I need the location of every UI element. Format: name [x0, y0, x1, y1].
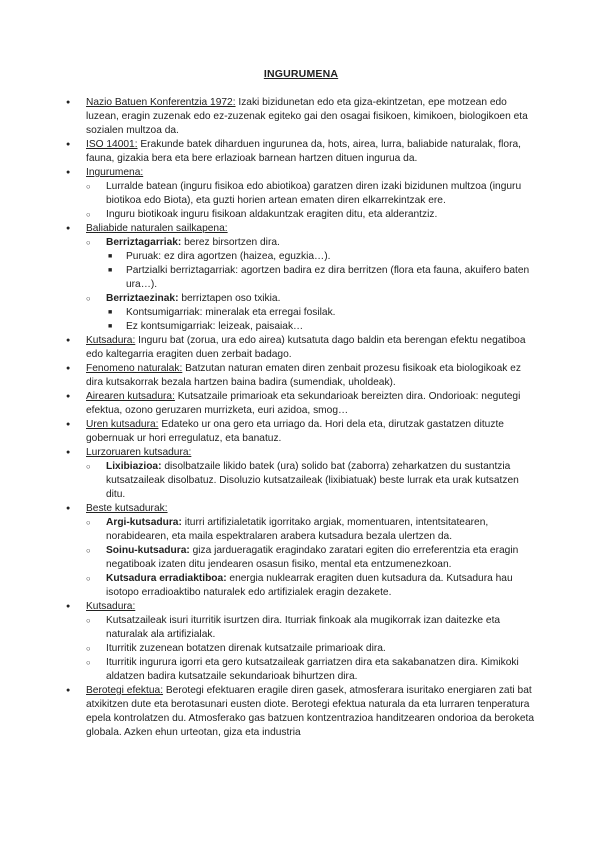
list-item-berotegi-efektua — [66, 684, 536, 740]
sub-sub-list — [106, 250, 536, 292]
sub-term: Soinu-kutsadura: — [106, 545, 190, 556]
sub-list — [86, 180, 536, 222]
definition: Berotegi efektuaren eragile diren gasek, atmosferara isuritako energiaren zati bat atxikitzen dute eta berotasunari eusten diote. Berotegi efektua naturala da eta lurraren tenperatura epela kontrolatzen du. Atmosferako gas batzuen kontzentrazioa handitzearen ondorioa da beroketa globala. Azken ehun urteotan, giza eta industria — [86, 685, 534, 738]
sub-sub-item: ■ Puruak: ez dira agortzen (haizea, eguzkia…). — [106, 250, 536, 264]
sub-list — [86, 614, 536, 684]
sub-item: ○ Iturritik zuzenean botatzen direnak kutsatzaile primarioak dira. — [86, 642, 536, 656]
sub-definition: giza jardueragatik eragindako zaratari egiten dio erreferentzia eta eragin negatiboak izaten ditu jendearen osasun fisiko, mental eta entzumenezkoan. — [106, 545, 519, 570]
term: Uren kutsadura: — [86, 419, 159, 430]
sub-sub-list — [106, 306, 536, 334]
sub-item: ○ Kutsatzaileak isuri iturritik isurtzen dira. Iturriak finkoak ala mugikorrak izan daitezke eta naturalak ala artifizialak. — [86, 614, 536, 642]
sub-term: Kutsadura erradiaktiboa: — [106, 573, 227, 584]
sub-item — [86, 292, 536, 334]
list-item-ingurumena — [66, 166, 536, 222]
sub-definition: energia nuklearrak eragiten duen kutsadura da. Kutsadura hau isotopo erradioaktibo naturalek edo artifizialek eragin dezakete. — [106, 573, 513, 598]
definition: Inguru bat (zorua, ura edo airea) kutsatuta dago baldin eta berengan efektu negatiboa edo kaltegarria eragiten duen zerbait badago. — [86, 335, 526, 360]
term: Beste kutsadurak: — [86, 503, 168, 514]
definition: Izaki bizidunetan edo eta giza-ekintzetan, epe motzean edo luzean, eragin zuzenak edo ez-zuzenak egiteko gai den osagai fisikoen, kimikoen, biologikoen eta sozialen multzoa da. — [86, 97, 528, 136]
list-item-kutsadura — [66, 334, 536, 362]
sub-term: Berriztagarriak: — [106, 237, 182, 248]
term: Fenomeno naturalak: — [86, 363, 183, 374]
term: ISO 14001: — [86, 139, 138, 150]
list-item-baliabide-naturalak — [66, 222, 536, 334]
term: Lurzoruaren kutsadura: — [86, 447, 192, 458]
sub-item: ○ Inguru biotikoak inguru fisikoan aldakuntzak eragiten ditu, eta alderantziz. — [86, 208, 536, 222]
sub-term: Lixibiazioa: — [106, 461, 162, 472]
term: Nazio Batuen Konferentzia 1972: — [86, 97, 236, 108]
sub-sub-item: ■ Partzialki berriztagarriak: agortzen badira ez dira berritzen (flora eta fauna, akuifero baten ura…). — [106, 264, 536, 292]
term: Ingurumena: — [86, 167, 144, 178]
definition: Edateko ur ona gero eta urriago da. Hori dela eta, dirutzak gastatzen dituzte gobernuak ur hori erregulatuz, eta banatuz. — [86, 419, 504, 444]
page-title: INGURUMENA — [263, 68, 339, 80]
list-item-nazio-batuen — [66, 96, 536, 138]
term: Kutsadura: — [86, 335, 136, 346]
sub-item — [86, 544, 536, 572]
sub-definition: disolbatzaile likido batek (ura) solido bat (zaborra) zeharkatzen du sustantzia kutsatzaileak disolbatuz. Disoluzio kutsatzaileak (lixibiatuak) beste lurrak eta urak kutsatzen ditu. — [106, 461, 519, 500]
sub-definition: iturri artifizialetatik igorritako argiak, momentuaren, intentsitatearen, norabidearen, eta maila espektralaren arabera kutsadura bezala ulertzen da. — [106, 517, 489, 542]
sub-sub-item: ■ Kontsumigarriak: mineralak eta erregai fosilak. — [106, 306, 536, 320]
sub-item: ○ Iturritik ingurura igorri eta gero kutsatzaileak garriatzen dira eta sakabanatzen dira. Kimikoki aldatzen badira kutsatzaile sekundarioak bihurtzen dira. — [86, 656, 536, 684]
list-item-iso-14001 — [66, 138, 536, 166]
list-item-uren-kutsadura — [66, 418, 536, 446]
list-item-airearen-kutsadura — [66, 390, 536, 418]
sub-list — [86, 460, 536, 502]
sub-item — [86, 236, 536, 292]
term: Kutsadura: — [86, 601, 136, 612]
sub-list — [86, 236, 536, 334]
sub-item: ○ Lurralde batean (inguru fisikoa edo abiotikoa) garatzen diren izaki bizidunen multzoa (inguru biotikoa edo Biota), eta guzti horien artean ematen diren elkarrekintzak ere. — [86, 180, 536, 208]
sub-item — [86, 516, 536, 544]
list-item-fenomeno-naturalak — [66, 362, 536, 390]
definition: Kutsatzaile primarioak eta sekundarioak bereizten dira. Ondorioak: negutegi efektua, ozono geruzaren murrizketa, euri azidoa, smog… — [86, 391, 521, 416]
term: Berotegi efektua: — [86, 685, 164, 696]
sub-sub-item: ■ Ez kontsumigarriak: leizeak, paisaiak… — [106, 320, 536, 334]
main-list — [66, 96, 536, 740]
sub-definition: berez birsortzen dira. — [181, 237, 280, 248]
sub-term: Berriztaezinak: — [106, 293, 179, 304]
list-item-kutsadura-iturriak — [66, 600, 536, 684]
sub-item — [86, 572, 536, 600]
term: Airearen kutsadura: — [86, 391, 175, 402]
sub-list — [86, 516, 536, 600]
sub-term: Argi-kutsadura: — [106, 517, 182, 528]
sub-item — [86, 460, 536, 502]
list-item-lurzoruaren-kutsadura — [66, 446, 536, 502]
sub-definition: berriztapen oso txikia. — [178, 293, 281, 304]
definition: Erakunde batek diharduen ingurunea da, hots, airea, lurra, baliabide naturalak, flora, fauna, gizakia bera eta bere erlazioak barnean hartzen dituen ingurua da. — [86, 139, 521, 164]
list-item-beste-kutsadurak — [66, 502, 536, 600]
term: Baliabide naturalen sailkapena: — [86, 223, 228, 234]
definition: Batzutan naturan ematen diren zenbait prozesu fisikoak eta biologikoak ez dira kutsakorrak bezala hartzen baina badira (sumendiak, uholdeak). — [86, 363, 521, 388]
